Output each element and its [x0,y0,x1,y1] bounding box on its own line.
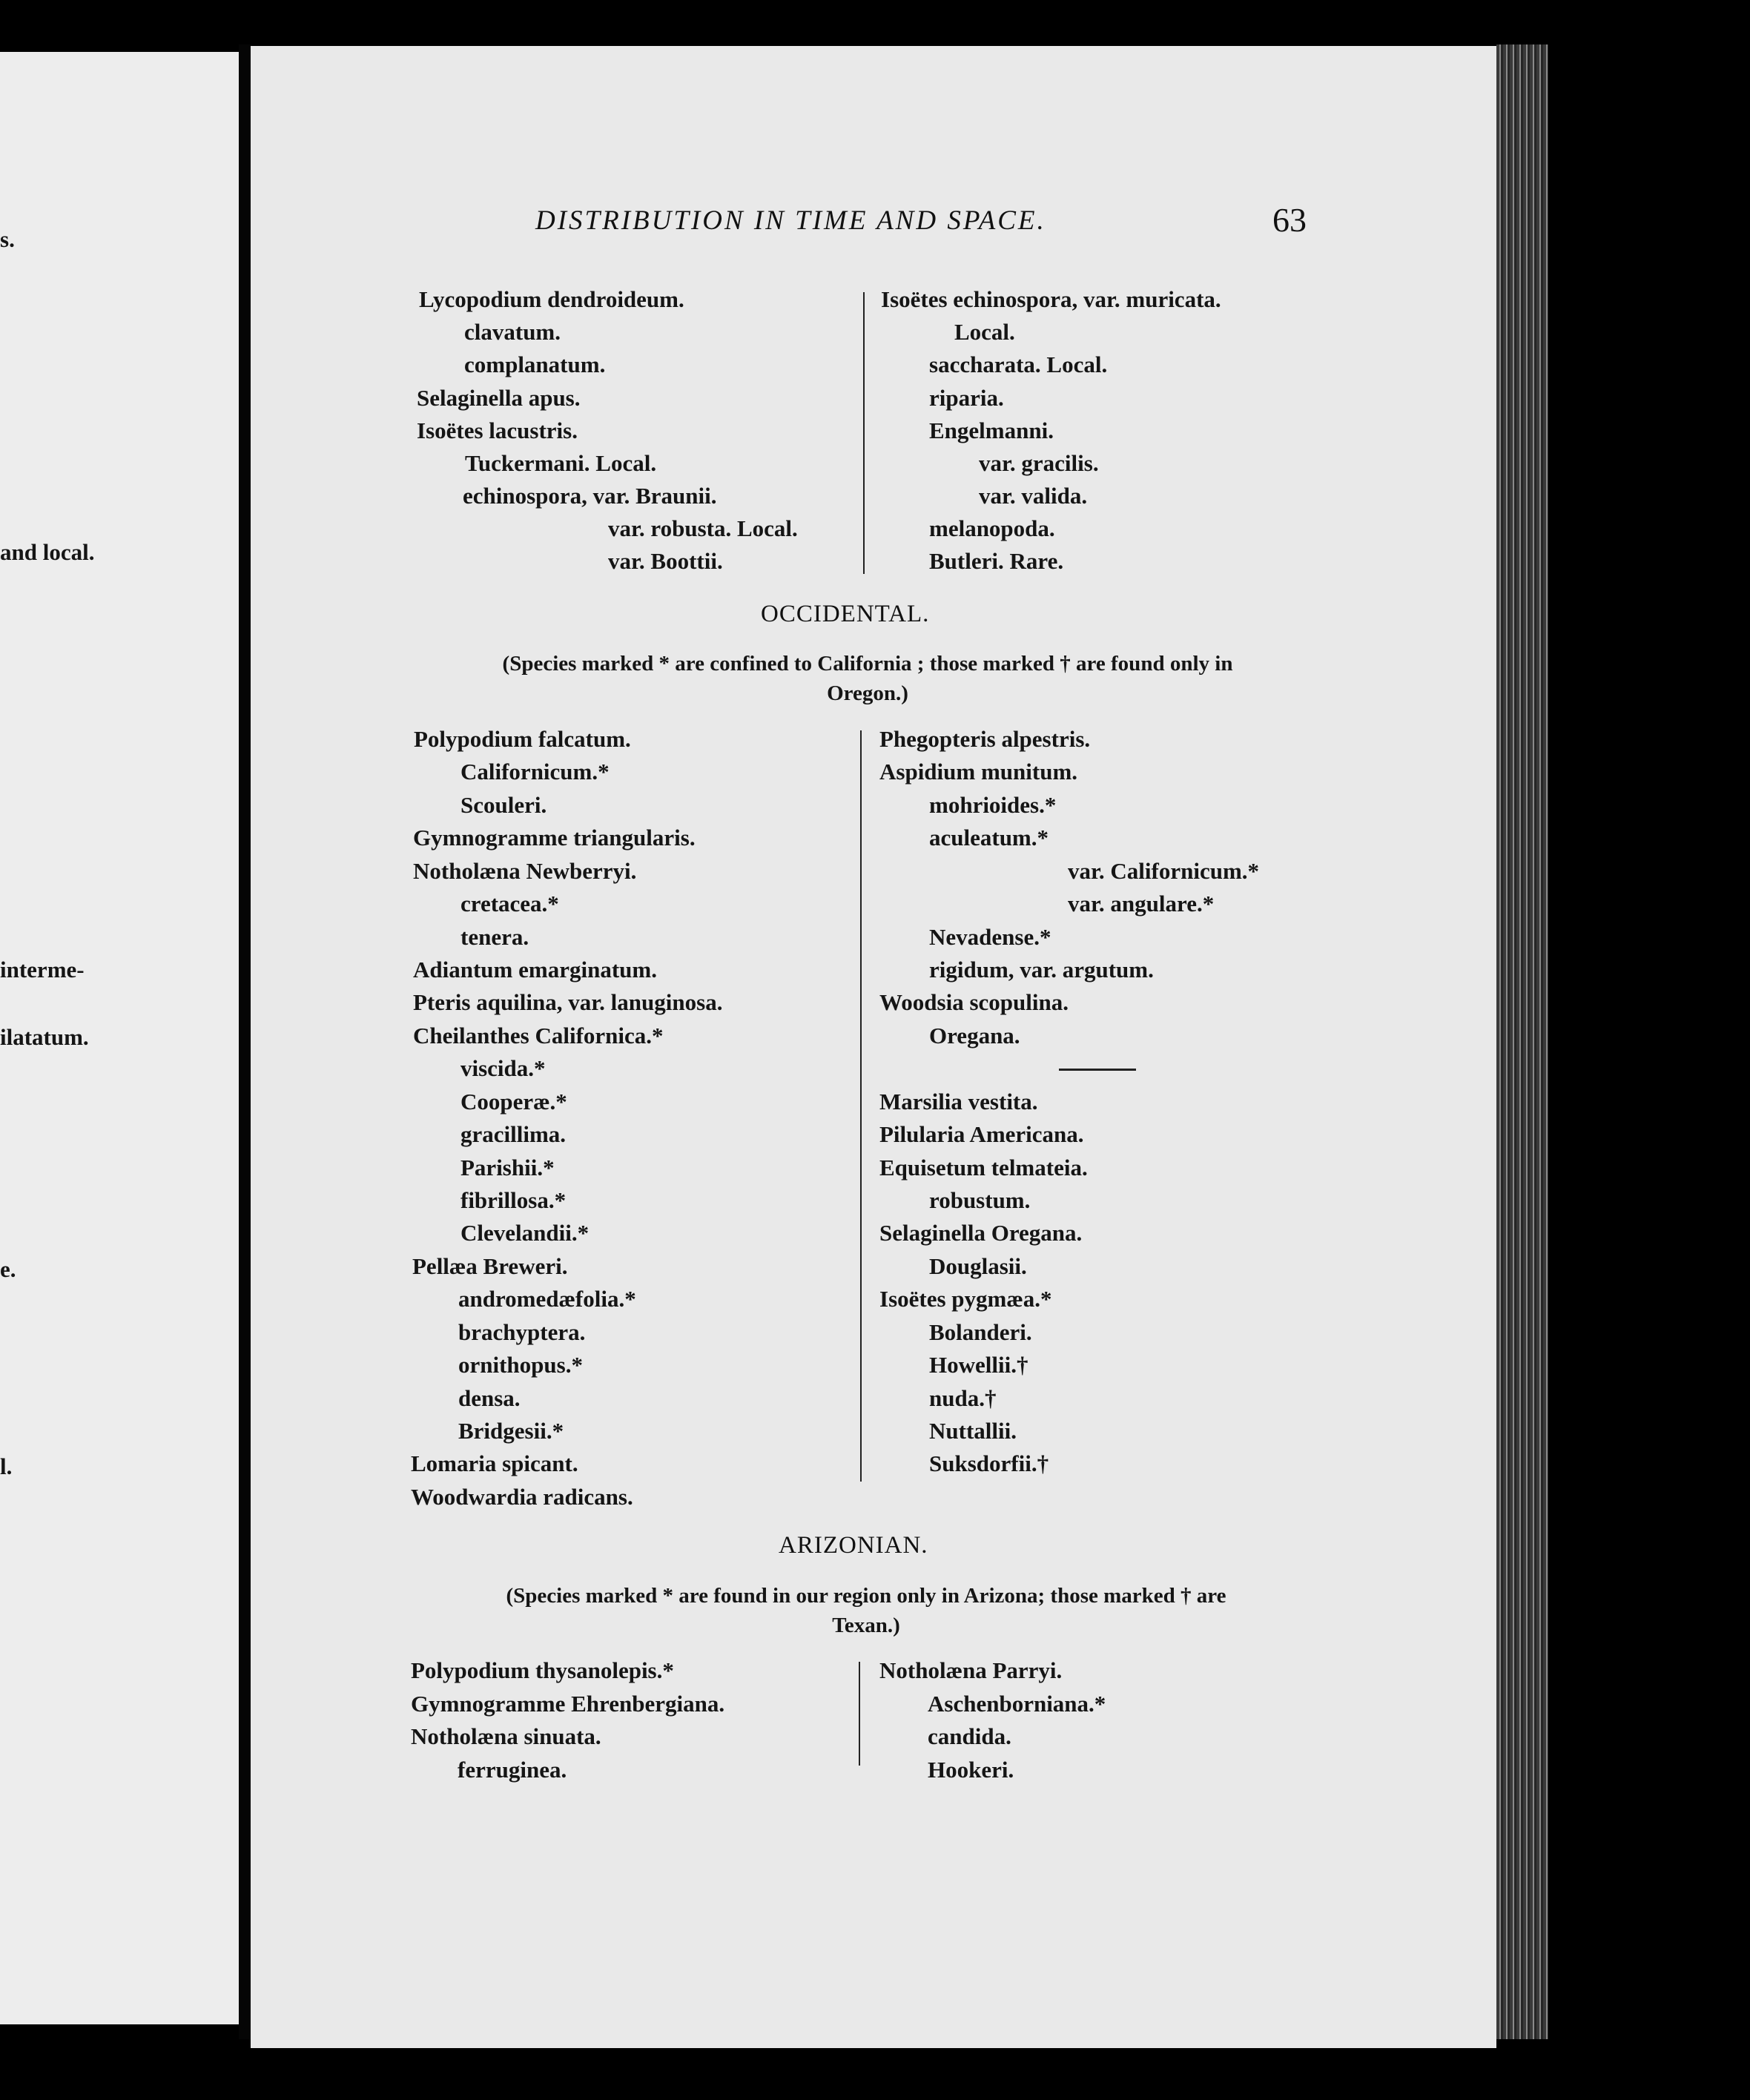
left-page-fragment: and local. [0,539,95,565]
list-item: Butleri. Rare. [929,548,1064,574]
list-item: Nevadense.* [929,924,1051,950]
list-item: Isoëtes lacustris. [417,417,578,443]
list-item: Isoëtes echinospora, var. muricata. [881,286,1221,312]
list-item: Notholæna sinuata. [411,1723,601,1749]
list-item: var. Californicum.* [1068,858,1260,884]
list-item: gracillima. [460,1121,567,1147]
section-title-arizonian: ARIZONIAN. [779,1532,928,1559]
list-item: Polypodium falcatum. [414,726,631,752]
list-item: Bolanderi. [929,1319,1032,1345]
left-page-fragment: e. [0,1256,16,1282]
list-item: robustum. [929,1187,1031,1213]
list-item: Howellii.† [929,1352,1028,1378]
column-divider [863,292,865,574]
column-divider [860,730,862,1482]
list-item: Cheilanthes Californica.* [413,1023,664,1049]
left-page-fragment: s. [0,226,15,252]
list-item: Nuttallii. [929,1418,1017,1444]
list-item: Isoëtes pygmæa.* [879,1286,1052,1312]
list-item: Bridgesii.* [458,1418,564,1444]
list-item: var. robusta. Local. [608,515,798,541]
section-note-occidental [415,649,1320,708]
list-item: fibrillosa.* [460,1187,567,1213]
list-item: Selaginella apus. [417,385,581,411]
list-item: Aspidium munitum. [879,759,1078,785]
list-item: Equisetum telmateia. [879,1155,1088,1181]
list-item: brachyptera. [458,1319,586,1345]
list-item: Gymnogramme triangularis. [413,825,696,851]
column-divider [859,1662,860,1766]
list-item: mohrioides.* [929,792,1057,818]
section-title-occidental: OCCIDENTAL. [761,601,930,627]
separator-rule [1059,1069,1136,1071]
list-item: saccharata. Local. [929,351,1108,377]
list-item: clavatum. [464,319,561,345]
list-item: complanatum. [464,351,606,377]
list-item: Polypodium thysanolepis.* [411,1657,674,1683]
list-item: Local. [954,319,1015,345]
list-item: rigidum, var. argutum. [929,957,1154,983]
list-item: melanopoda. [929,515,1055,541]
list-item: Notholæna Parryi. [879,1657,1063,1683]
list-item: Tuckermani. Local. [465,450,657,476]
list-item: ornithopus.* [458,1352,583,1378]
list-item: Woodsia scopulina. [879,989,1069,1015]
list-item: Clevelandii.* [460,1220,590,1246]
list-item: cretacea.* [460,891,559,917]
note-line: (Species marked * are found in our region only in Arizona; those marked † are [506,1584,1226,1608]
list-item: echinospora, var. Braunii. [463,483,717,509]
list-item: riparia. [929,385,1004,411]
left-page-fragment: l. [0,1453,13,1479]
list-item: Adiantum emarginatum. [413,957,657,983]
list-item: Woodwardia radicans. [411,1484,633,1510]
list-item: Californicum.* [460,759,610,785]
list-item: var. Boottii. [608,548,723,574]
list-item: Cooperæ.* [460,1089,567,1115]
list-item: Oregana. [929,1023,1020,1049]
list-item: viscida.* [460,1055,546,1081]
list-item: Lycopodium dendroideum. [419,286,684,312]
list-item: tenera. [460,924,529,950]
list-item: Parishii.* [460,1155,555,1181]
list-item: Pilularia Americana. [879,1121,1084,1147]
page-number: 63 [1272,201,1307,239]
note-line: Oregon.) [827,681,908,705]
list-item: ferruginea. [458,1757,567,1783]
list-item: Lomaria spicant. [411,1450,578,1476]
list-item: Gymnogramme Ehrenbergiana. [411,1691,725,1717]
list-item: var. angulare.* [1068,891,1215,917]
page-edges [1496,44,1548,2039]
list-item: andromedæfolia.* [458,1286,636,1312]
left-page-fragment: ilatatum. [0,1024,89,1050]
list-item: Scouleri. [460,792,547,818]
list-item: nuda.† [929,1385,997,1411]
list-item: Engelmanni. [929,417,1054,443]
list-item: Marsilia vestita. [879,1089,1038,1115]
list-item: Phegopteris alpestris. [879,726,1091,752]
note-line: Texan.) [832,1614,900,1637]
list-item: Pteris aquilina, var. lanuginosa. [413,989,723,1015]
list-item: Notholæna Newberryi. [413,858,637,884]
list-item: Douglasii. [929,1253,1027,1279]
section-note-arizonian [409,1581,1323,1640]
list-item: Pellæa Breweri. [412,1253,568,1279]
running-title: DISTRIBUTION IN TIME AND SPACE. [535,205,1046,236]
note-line: (Species marked * are confined to California ; those marked † are found only in [502,652,1233,676]
left-page-fragment: interme- [0,957,85,983]
list-item: var. gracilis. [979,450,1099,476]
list-item: var. valida. [979,483,1088,509]
list-item: aculeatum.* [929,825,1049,851]
list-item: Aschenborniana.* [928,1691,1106,1717]
list-item: Selaginella Oregana. [879,1220,1083,1246]
list-item: Suksdorfii.† [929,1450,1049,1476]
list-item: Hookeri. [928,1757,1014,1783]
left-facing-page [0,52,245,2024]
list-item: densa. [458,1385,521,1411]
list-item: candida. [928,1723,1011,1749]
